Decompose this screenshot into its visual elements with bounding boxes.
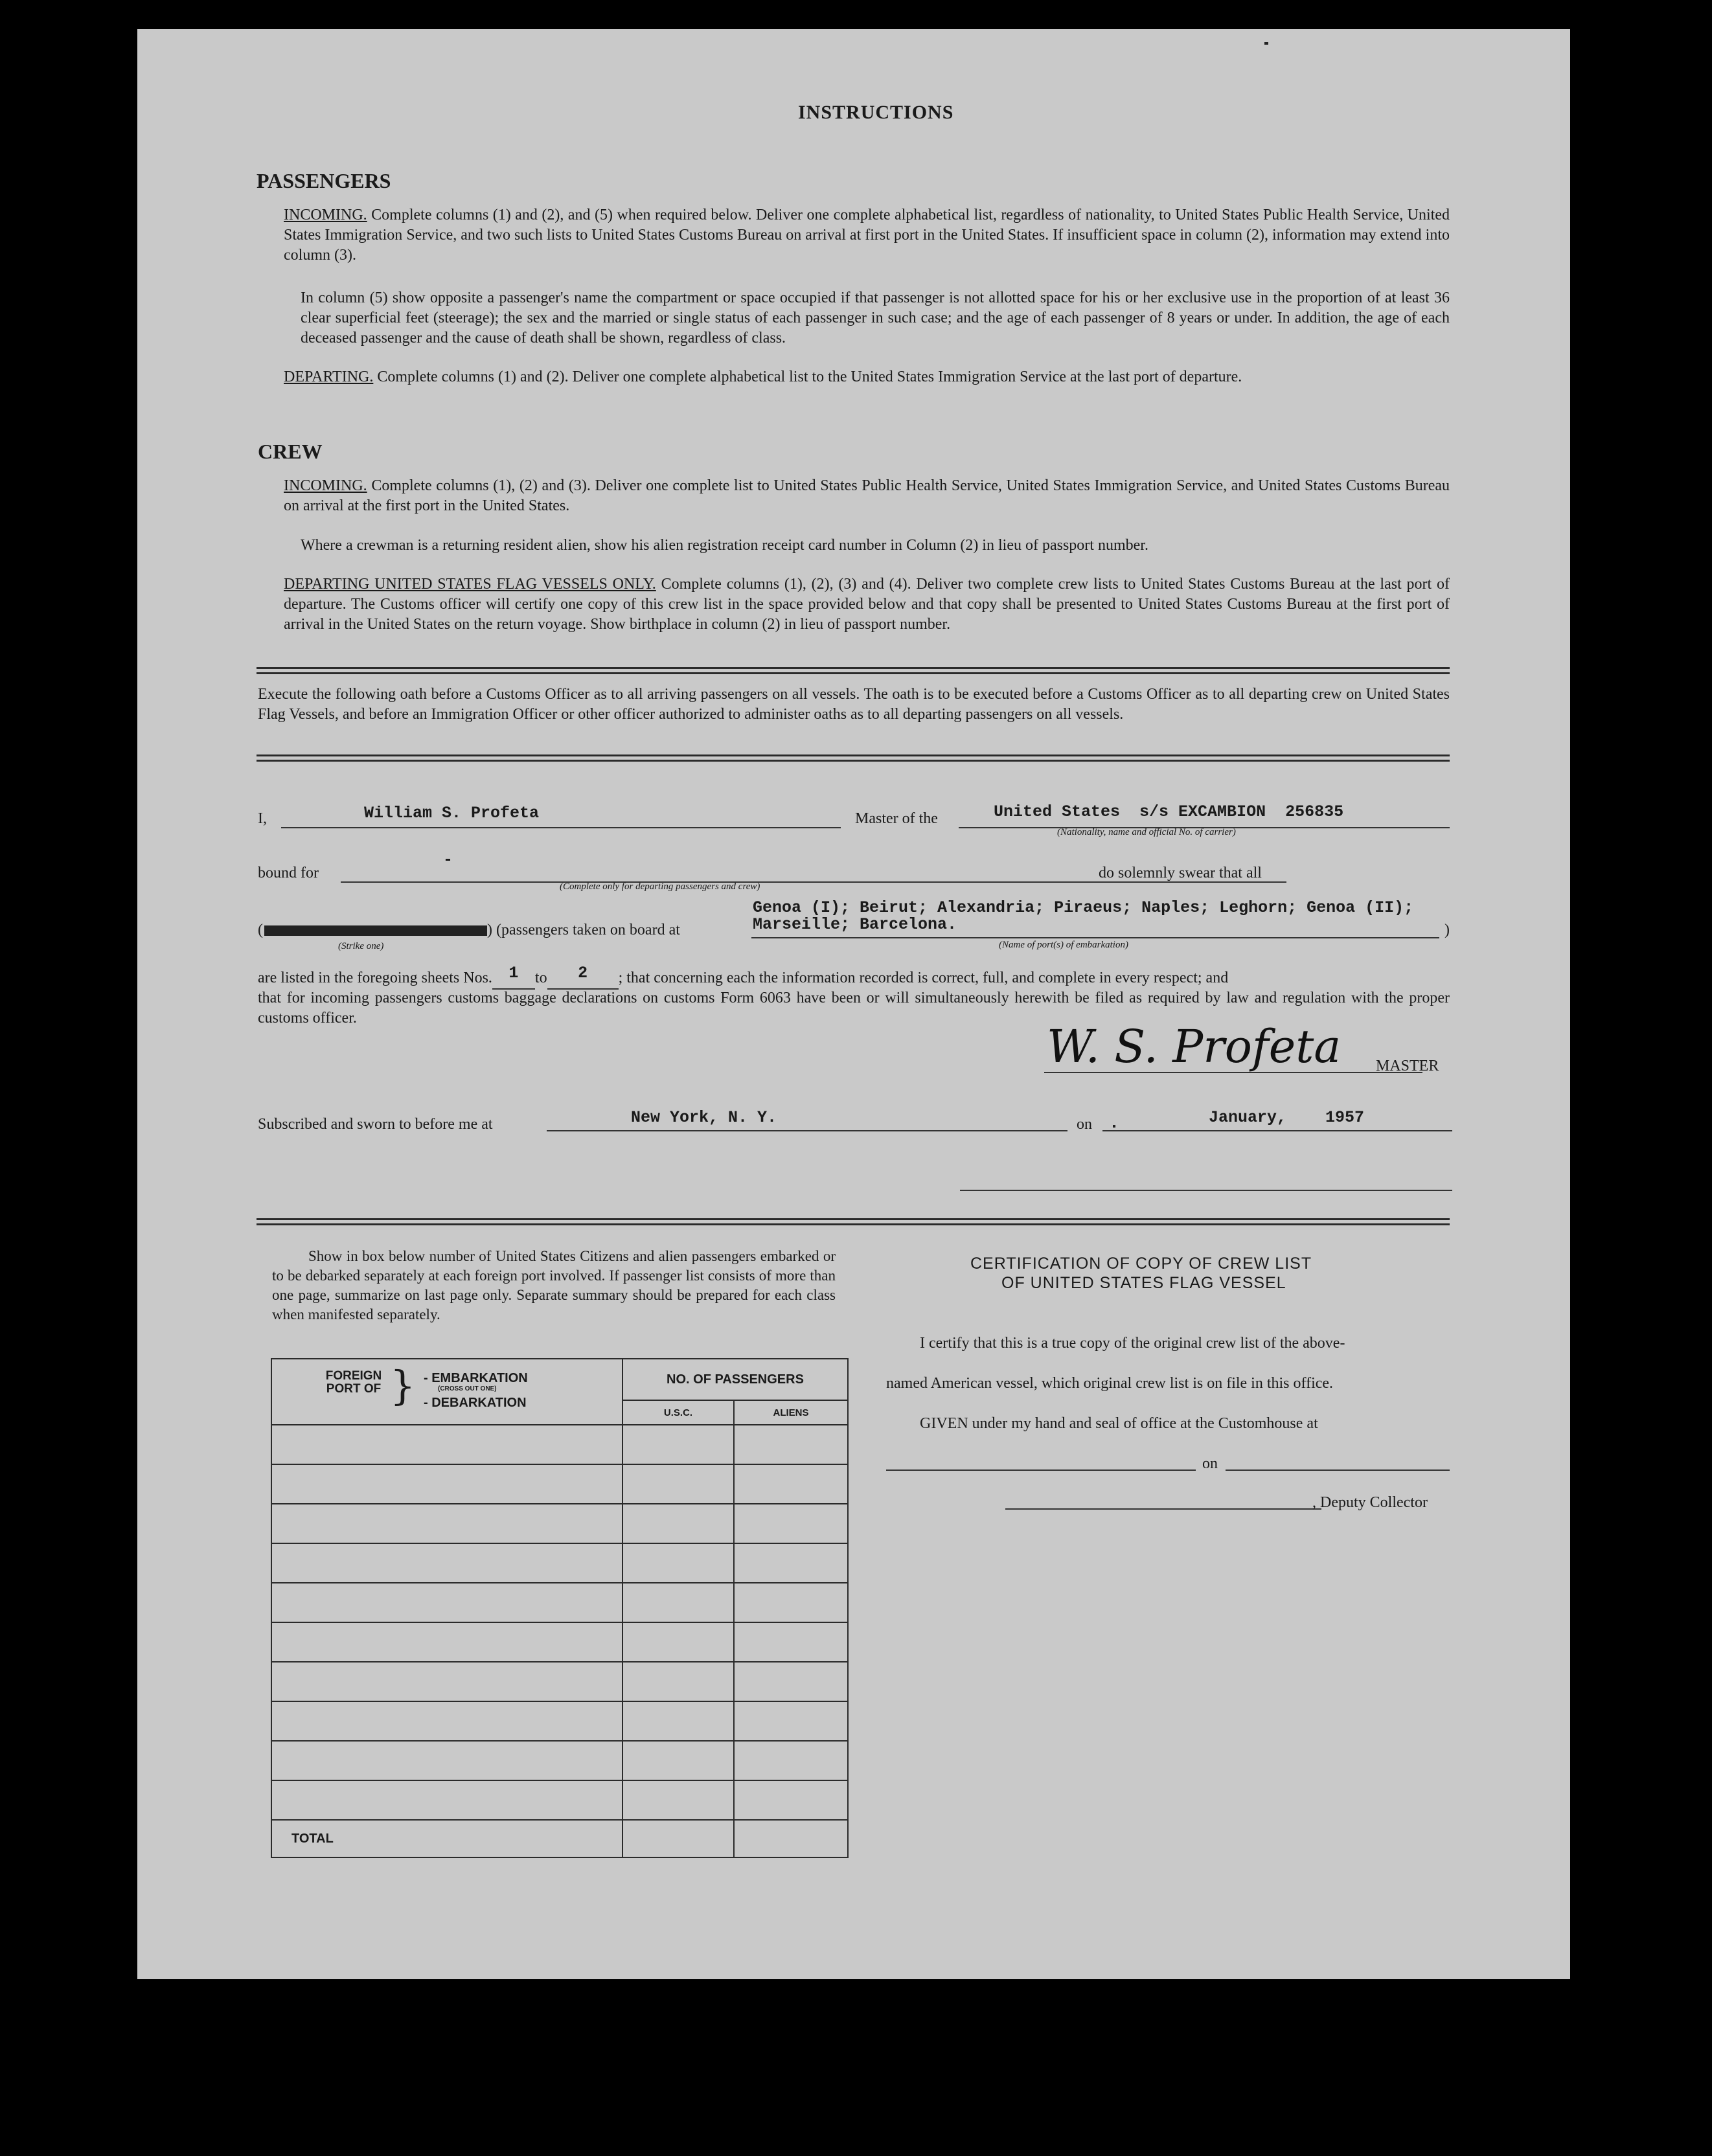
certification-on-label: on — [1202, 1455, 1218, 1472]
aliens-cell[interactable] — [734, 1622, 848, 1662]
customhouse-line[interactable] — [886, 1468, 1196, 1471]
aliens-cell[interactable] — [734, 1780, 848, 1820]
deputy-collector-line[interactable] — [1005, 1507, 1321, 1510]
port-cell[interactable] — [271, 1741, 622, 1780]
passengers-heading: PASSENGERS — [257, 169, 391, 192]
port-cell[interactable] — [271, 1425, 622, 1464]
passengers-incoming-paragraph — [284, 205, 1450, 266]
ports-line — [751, 933, 1439, 938]
sheet-to-field: 2 — [578, 964, 588, 982]
passengers-column5-paragraph: In column (5) show opposite a passenger's name the compartment or space occupied if that passenger is not allotted space for his or her exclusive use in the proportion of at least 36 clear superficial feet (steerage); the sex and the married or single status of each passenger in such case; and the age of each passenger of 8 years or under. In addition, the age of each deceased passenger and the cause of death shall be shown, regardless of class. — [301, 289, 1450, 346]
embarkation-label: - EMBARKATION — [424, 1371, 528, 1385]
page-title: INSTRUCTIONS — [798, 102, 954, 123]
port-cell[interactable] — [271, 1701, 622, 1741]
oath-i-label: I, — [258, 810, 267, 827]
sworn-place-line — [547, 1126, 1067, 1131]
usc-cell[interactable] — [622, 1464, 734, 1504]
sworn-on-label: on — [1077, 1116, 1092, 1133]
master-name-field: William S. Profeta — [364, 804, 540, 823]
debarkation-label: - DEBARKATION — [424, 1396, 527, 1410]
scan-artifact — [1264, 42, 1268, 45]
passengers-departing-label: DEPARTING. — [284, 369, 374, 385]
ports-close-paren: ) — [1444, 922, 1450, 938]
ports-line-2: Marseille; Barcelona. — [753, 915, 957, 934]
summary-row — [271, 1583, 848, 1622]
oath-intro-paragraph: Execute the following oath before a Customs Officer as to all arriving passengers on all vessels. The oath is to be executed before a Customs Officer as to all departing crew on United States Flag Vessels, and before an Immigration Officer or other officer authorized to administer oaths as to all departing passengers on all vessels. — [258, 686, 1450, 723]
subscribed-label: Subscribed and sworn to before me at — [258, 1116, 493, 1133]
divider-double — [257, 1218, 1450, 1225]
certification-date-line[interactable] — [1226, 1468, 1450, 1471]
ports-caption: (Name of port(s) of embarkation) — [999, 940, 1128, 950]
foreign-port-header — [271, 1359, 622, 1425]
master-label: MASTER — [1376, 1058, 1439, 1074]
aliens-cell[interactable] — [734, 1662, 848, 1701]
certification-heading-1: CERTIFICATION OF COPY OF CREW LIST — [970, 1254, 1312, 1273]
certification-given: GIVEN under my hand and seal of office at the Customhouse at — [920, 1415, 1318, 1432]
aliens-cell[interactable] — [734, 1741, 848, 1780]
cross-out-note: (CROSS OUT ONE) — [438, 1385, 497, 1392]
summary-total-row — [271, 1820, 848, 1857]
strike-caption: (Strike one) — [338, 941, 384, 951]
officer-signature-line — [960, 1188, 1452, 1191]
usc-cell[interactable] — [622, 1741, 734, 1780]
aliens-total-cell[interactable] — [734, 1820, 848, 1857]
divider-double — [257, 755, 1450, 762]
aliens-cell[interactable] — [734, 1504, 848, 1543]
total-label: TOTAL — [271, 1820, 622, 1857]
listed-prefix: are listed in the foregoing sheets Nos. — [258, 970, 492, 986]
sworn-date-field: January, 1957 — [1209, 1108, 1365, 1127]
taken-on-board-text: ) (passengers taken on board at — [487, 922, 680, 938]
struck-out-text — [264, 925, 487, 936]
signature-line — [1044, 1069, 1422, 1073]
crew-list-form-page — [137, 29, 1570, 1979]
foreign-port-label: FOREIGN PORT OF — [325, 1369, 382, 1396]
crew-departing-text: Complete columns (1), (2), (3) and (4). Deliver two complete crew lists to United States Customs Bureau at the last port of departure. The Customs officer will certify one copy of this crew list in the space provided below and that copy shall be presented to United States Customs Bureau at the first port of arrival in the United States on the return voyage. Show birthplace in column (2) in lieu of passport number. — [284, 576, 1450, 633]
crew-incoming-text: Complete columns (1), (2) and (3). Deliver one complete list to United States Public Health Service, United States Immigration Service, and United States Customs Bureau on arrival at the first port in the United States. — [284, 477, 1450, 514]
usc-header: U.S.C. — [622, 1400, 734, 1425]
usc-cell[interactable] — [622, 1583, 734, 1622]
passenger-summary-table — [271, 1358, 849, 1858]
usc-cell[interactable] — [622, 1780, 734, 1820]
summary-row — [271, 1543, 848, 1583]
usc-cell[interactable] — [622, 1622, 734, 1662]
port-cell[interactable] — [271, 1662, 622, 1701]
summary-row — [271, 1504, 848, 1543]
crew-incoming-label: INCOMING. — [284, 477, 367, 494]
summary-row — [271, 1425, 848, 1464]
summary-instructions: Show in box below number of United States Citizens and alien passengers embarked or to be debarked separately at each foreign port involved. If passenger list consists of more than one page, summarize on last page only. Separate summary should be prepared for each class when manifested separately. — [272, 1248, 836, 1322]
crew-departing-label: DEPARTING UNITED STATES FLAG VESSELS ONLY. — [284, 576, 656, 593]
usc-cell[interactable] — [622, 1543, 734, 1583]
usc-cell[interactable] — [622, 1425, 734, 1464]
port-cell[interactable] — [271, 1504, 622, 1543]
crew-incoming-paragraph — [284, 476, 1450, 516]
certification-text-1: I certify that this is a true copy of the original crew list of the above- — [920, 1335, 1345, 1352]
passengers-incoming-label: INCOMING. — [284, 207, 367, 223]
scan-artifact — [1113, 1125, 1115, 1128]
usc-cell[interactable] — [622, 1504, 734, 1543]
summary-row — [271, 1464, 848, 1504]
summary-row — [271, 1701, 848, 1741]
bound-for-caption: (Complete only for departing passengers and crew) — [560, 881, 760, 892]
port-cell[interactable] — [271, 1583, 622, 1622]
swear-text: do solemnly swear that all — [1099, 865, 1262, 881]
bound-for-value: - — [443, 850, 453, 869]
summary-row — [271, 1622, 848, 1662]
summary-row — [271, 1741, 848, 1780]
aliens-cell[interactable] — [734, 1425, 848, 1464]
crew-resident-paragraph: Where a crewman is a returning resident alien, show his alien registration receipt card number in Column (2) in lieu of passport number. — [301, 537, 1148, 554]
master-name-line — [281, 822, 841, 828]
usc-cell[interactable] — [622, 1701, 734, 1741]
deputy-collector-label: , Deputy Collector — [1312, 1494, 1428, 1511]
master-of-label: Master of the — [855, 810, 938, 827]
aliens-cell[interactable] — [734, 1543, 848, 1583]
certification-text-2: named American vessel, which original crew list is on file in this office. — [886, 1375, 1334, 1392]
passengers-departing-text: Complete columns (1) and (2). Deliver one complete alphabetical list to the United States Immigration Service at the last port of departure. — [377, 369, 1242, 385]
no-of-passengers-header: NO. OF PASSENGERS — [622, 1359, 848, 1400]
port-cell[interactable] — [271, 1780, 622, 1820]
listed-sheets-line — [258, 964, 1229, 990]
divider-double — [257, 667, 1450, 674]
usc-cell[interactable] — [622, 1662, 734, 1701]
vessel-caption: (Nationality, name and official No. of carrier) — [1057, 827, 1236, 837]
master-signature: W. S. Profeta — [1047, 1020, 1341, 1073]
bound-for-label: bound for — [258, 865, 319, 881]
crew-departing-paragraph — [284, 574, 1450, 635]
passengers-departing-paragraph — [284, 367, 1450, 387]
ports-line-1: Genoa (I); Beirut; Alexandria; Piraeus; Naples; Leghorn; Genoa (II); — [753, 898, 1414, 917]
sworn-date-line — [1102, 1126, 1452, 1131]
sworn-place-field: New York, N. Y. — [631, 1108, 777, 1127]
aliens-cell[interactable] — [734, 1464, 848, 1504]
summary-row — [271, 1780, 848, 1820]
sheet-from-field: 1 — [508, 964, 519, 982]
paren-open: ( — [258, 922, 263, 938]
port-cell[interactable] — [271, 1622, 622, 1662]
to-label: to — [534, 970, 547, 986]
certification-heading-2: OF UNITED STATES FLAG VESSEL — [1001, 1274, 1286, 1292]
summary-row — [271, 1662, 848, 1701]
vessel-field: United States s/s EXCAMBION 256835 — [994, 802, 1344, 821]
passengers-incoming-text: Complete columns (1) and (2), and (5) when required below. Deliver one complete alphabetical list, regardless of nationality, to United States Public Health Service, United States Immigration Service, and two such lists to United States Customs Bureau on arrival at first port in the United States. If insufficient space in column (2), information may extend into column (3). — [284, 207, 1450, 264]
usc-total-cell[interactable] — [622, 1820, 734, 1857]
aliens-header: ALIENS — [734, 1400, 848, 1425]
port-cell[interactable] — [271, 1543, 622, 1583]
listed-continuation: that for incoming passengers customs baggage declarations on customs Form 6063 have been or will simultaneously herewith be filed as required by law and regulation with the proper customs officer. — [258, 990, 1450, 1027]
listed-suffix: ; that concerning each the information recorded is correct, full, and complete in every respect; and — [618, 970, 1229, 986]
crew-heading: CREW — [258, 440, 323, 463]
brace-icon: } — [390, 1362, 416, 1409]
aliens-cell[interactable] — [734, 1701, 848, 1741]
aliens-cell[interactable] — [734, 1583, 848, 1622]
port-cell[interactable] — [271, 1464, 622, 1504]
